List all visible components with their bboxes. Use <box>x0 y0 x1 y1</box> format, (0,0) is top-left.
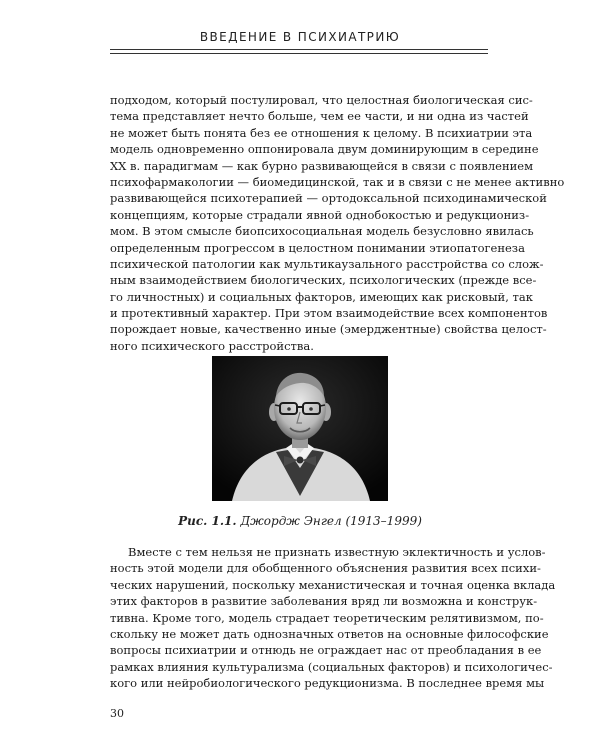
figure-caption <box>0 514 600 528</box>
text-line: Вместе с тем нельзя не признать известную эклектичность и услов- <box>128 545 546 559</box>
text-line: рамках влияния культурализма (социальных факторов) и психологичес- <box>110 659 553 674</box>
text-line: ность этой модели для обобщенного объяснения развития всех психи- <box>110 561 541 576</box>
running-header: ВВЕДЕНИЕ В ПСИХИАТРИЮ <box>199 30 401 44</box>
text-line: XX в. парадигмам — как бурно развивающейся в связи с появлением <box>110 158 534 173</box>
text-line: кого или нейробиологического редукционизма. В последнее время мы <box>110 676 545 691</box>
text-line: вопросы психиатрии и отнюдь не ограждает нас от преобладания в ее <box>110 643 542 658</box>
portrait-illustration <box>212 356 388 501</box>
header-rule-bottom <box>110 53 488 54</box>
figure-text: Джордж Энгел (1913–1999) <box>240 514 422 528</box>
text-line: скольку не может дать однозначных ответов на основные философские <box>110 626 549 641</box>
portrait-photo <box>212 356 388 501</box>
text-line: и протективный характер. При этом взаимодействие всех компонентов <box>110 306 548 321</box>
text-line: тема представляет нечто больше, чем ее части, и ни одна из частей <box>110 109 529 124</box>
paragraph-1 <box>110 92 565 354</box>
figure-label: Рис. 1.1. <box>178 514 237 528</box>
text-line: определенным прогрессом в целостном понимании этиопатогенеза <box>110 240 525 255</box>
page-number: 30 <box>110 707 124 720</box>
text-line: ным взаимодействием биологических, психологических (прежде все- <box>110 273 537 288</box>
paragraph-2 <box>110 544 556 692</box>
text-line: тивна. Кроме того, модель страдает теоретическим релятивизмом, по- <box>110 610 544 625</box>
text-line: ного психического расстройства. <box>110 338 314 353</box>
header-rule-top <box>110 49 488 50</box>
text-line: этих факторов в развитие заболевания вряд ли возможна и конструк- <box>110 594 538 609</box>
text-line: подходом, который постулировал, что целостная биологическая сис- <box>110 93 533 107</box>
text-line: модель одновременно оппонировала двум доминирующим в середине <box>110 142 539 157</box>
text-line: мом. В этом смысле биопсихосоциальная модель безусловно явилась <box>110 224 534 239</box>
text-line: психофармакологии — биомедицинской, так и в связи с не менее активно <box>110 174 565 189</box>
text-line: ческих нарушений, поскольку механистическая и точная оценка вклада <box>110 577 556 592</box>
text-line: го личностных) и социальных факторов, имеющих как рисковый, так <box>110 289 533 304</box>
text-line: концепциям, которые страдали явной однобокостью и редукциониз- <box>110 207 530 222</box>
text-line: порождает новые, качественно иные (эмерджентные) свойства целост- <box>110 322 547 337</box>
text-line: развивающейся психотерапией — ортодоксальной психодинамической <box>110 191 547 206</box>
text-line: психической патологии как мультикаузального расстройства со слож- <box>110 256 544 271</box>
text-line: не может быть понята без ее отношения к целому. В психиатрии эта <box>110 125 533 140</box>
